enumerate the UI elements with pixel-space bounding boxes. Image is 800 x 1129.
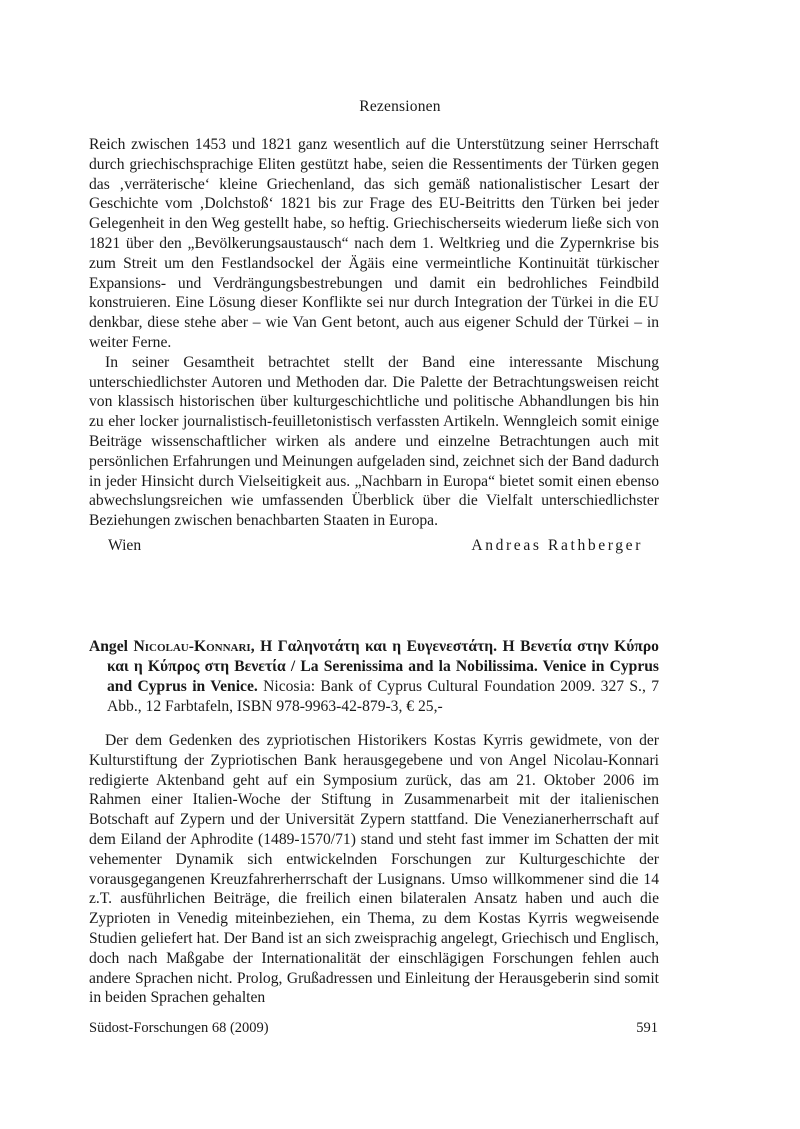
publication-details: Nicosia: Bank of Cyprus Cultural Foundation 2009. 327 S., 7 Abb., 12 Farbtafeln, ISBN 978-9963-42-879-3, € 25,- <box>107 678 659 715</box>
editor-first-name: Angel <box>89 638 128 655</box>
editor-last-name: Nicolau-Konnari <box>133 638 251 655</box>
page-number: 591 <box>636 1020 658 1036</box>
footer-journal: Südost-Forschungen 68 (2009) <box>89 1020 269 1036</box>
review-1-paragraph: In seiner Gesamtheit betrachtet stellt der Band eine interessante Mischung unterschiedlichster Autoren und Methoden dar. Die Palette der Betrachtungsweisen reicht von klassisch historischen über kulturgeschichtliche und politische Abhandlungen bis hin zu eher locker journalistisch-feuilletonistisch verfassten Artikeln. Wenngleich somit einige Beiträge wissenschaftlicher wirken als andere und einzelne Betrachtungen auch mit persönlichen Erfahrungen und Meinungen aufgeladen sind, zeichnet sich der Band dadurch in jeder Hinsicht durch Vielseitigkeit aus. „Nachbarn in Europa“ bietet somit einen ebenso abwechslungsreichen wie umfassenden Überblick über die Vielfalt unterschiedlichster Beziehungen zwischen benachbarten Staaten in Europa. <box>89 353 659 530</box>
signature-place: Wien <box>108 537 142 554</box>
review-1-body <box>89 135 659 531</box>
review-1-signature <box>108 537 643 555</box>
book-title: , Η Γαληνοτάτη και η Ευγενεστάτη. Η Βενετία στην Κύπρο και η Κύπρος στη Βενετία / La Serenissima and la Nobilissima. Venice in Cyprus and Cyprus in Venice. <box>107 638 659 695</box>
running-head: Rezensionen <box>359 98 441 115</box>
review-1-paragraph: Reich zwischen 1453 und 1821 ganz wesentlich auf die Unterstützung seiner Herrschaft durch griechischsprachige Eliten gestützt habe, seien die Ressentiments der Türken gegen das ‚verräterische‘ kleine Griechenland, das sich gemäß nationalistischer Lesart der Geschichte vom ‚Dolchstoß‘ 1821 bis zur Frage des EU-Beitritts den Türken bei jeder Gelegenheit in den Weg gestellt habe, so heftig. Griechischerseits wiederum ließe sich von 1821 über den „Bevölkerungsaustausch“ nach dem 1. Weltkrieg und die Zypernkrise bis zum Streit um den Festlandsockel der Ägäis eine vermeintliche Kontinuität türkischer Expansions- und Verdrängungsbestrebungen und damit ein bedrohliches Feindbild konstruieren. Eine Lösung dieser Konflikte sei nur durch Integration der Türkei in die EU denkbar, diese stehe aber – wie Van Gent betont, auch aus eigener Schuld der Türkei – in weiter Ferne. <box>89 136 659 351</box>
review-2-body <box>89 731 659 1008</box>
review-2-bibliographic-heading <box>89 637 659 717</box>
review-2-paragraph: Der dem Gedenken des zypriotischen Historikers Kostas Kyrris gewidmete, von der Kulturstiftung der Zypriotischen Bank herausgegebene und von Angel Nicolau-Konnari redigierte Aktenband geht auf ein Symposium zurück, das am 21. Oktober 2006 im Rahmen einer Italien-Woche der Stiftung in Zusammenarbeit mit der italienischen Botschaft auf Zypern und der Universität Zypern stattfand. Die Venezianerherrschaft auf dem Eiland der Aphrodite (1489-1570/71) stand und steht fast immer im Schatten der mit vehementer Dynamik sich entwickelnden Forschungen zur Kulturgeschichte der vorausgegangenen Kreuzfahrerherrschaft der Lusignans. Umso willkommener sind die 14 z.T. ausführlichen Beiträge, die freilich einen bilateralen Ansatz haben und auch die Zyprioten in Venedig miteinbeziehen, ein Thema, zu dem Kostas Kyrris wegweisende Studien geliefert hat. Der Band ist an sich zweisprachig angelegt, Griechisch und Englisch, doch nach Maßgabe der Internationalität der einschlägigen Forschungen fehlen auch andere Sprachen nicht. Prolog, Grußadressen und Einleitung der Herausgeberin sind somit in beiden Sprachen gehalten <box>89 732 659 1007</box>
signature-author: Andreas Rathberger <box>471 537 643 554</box>
